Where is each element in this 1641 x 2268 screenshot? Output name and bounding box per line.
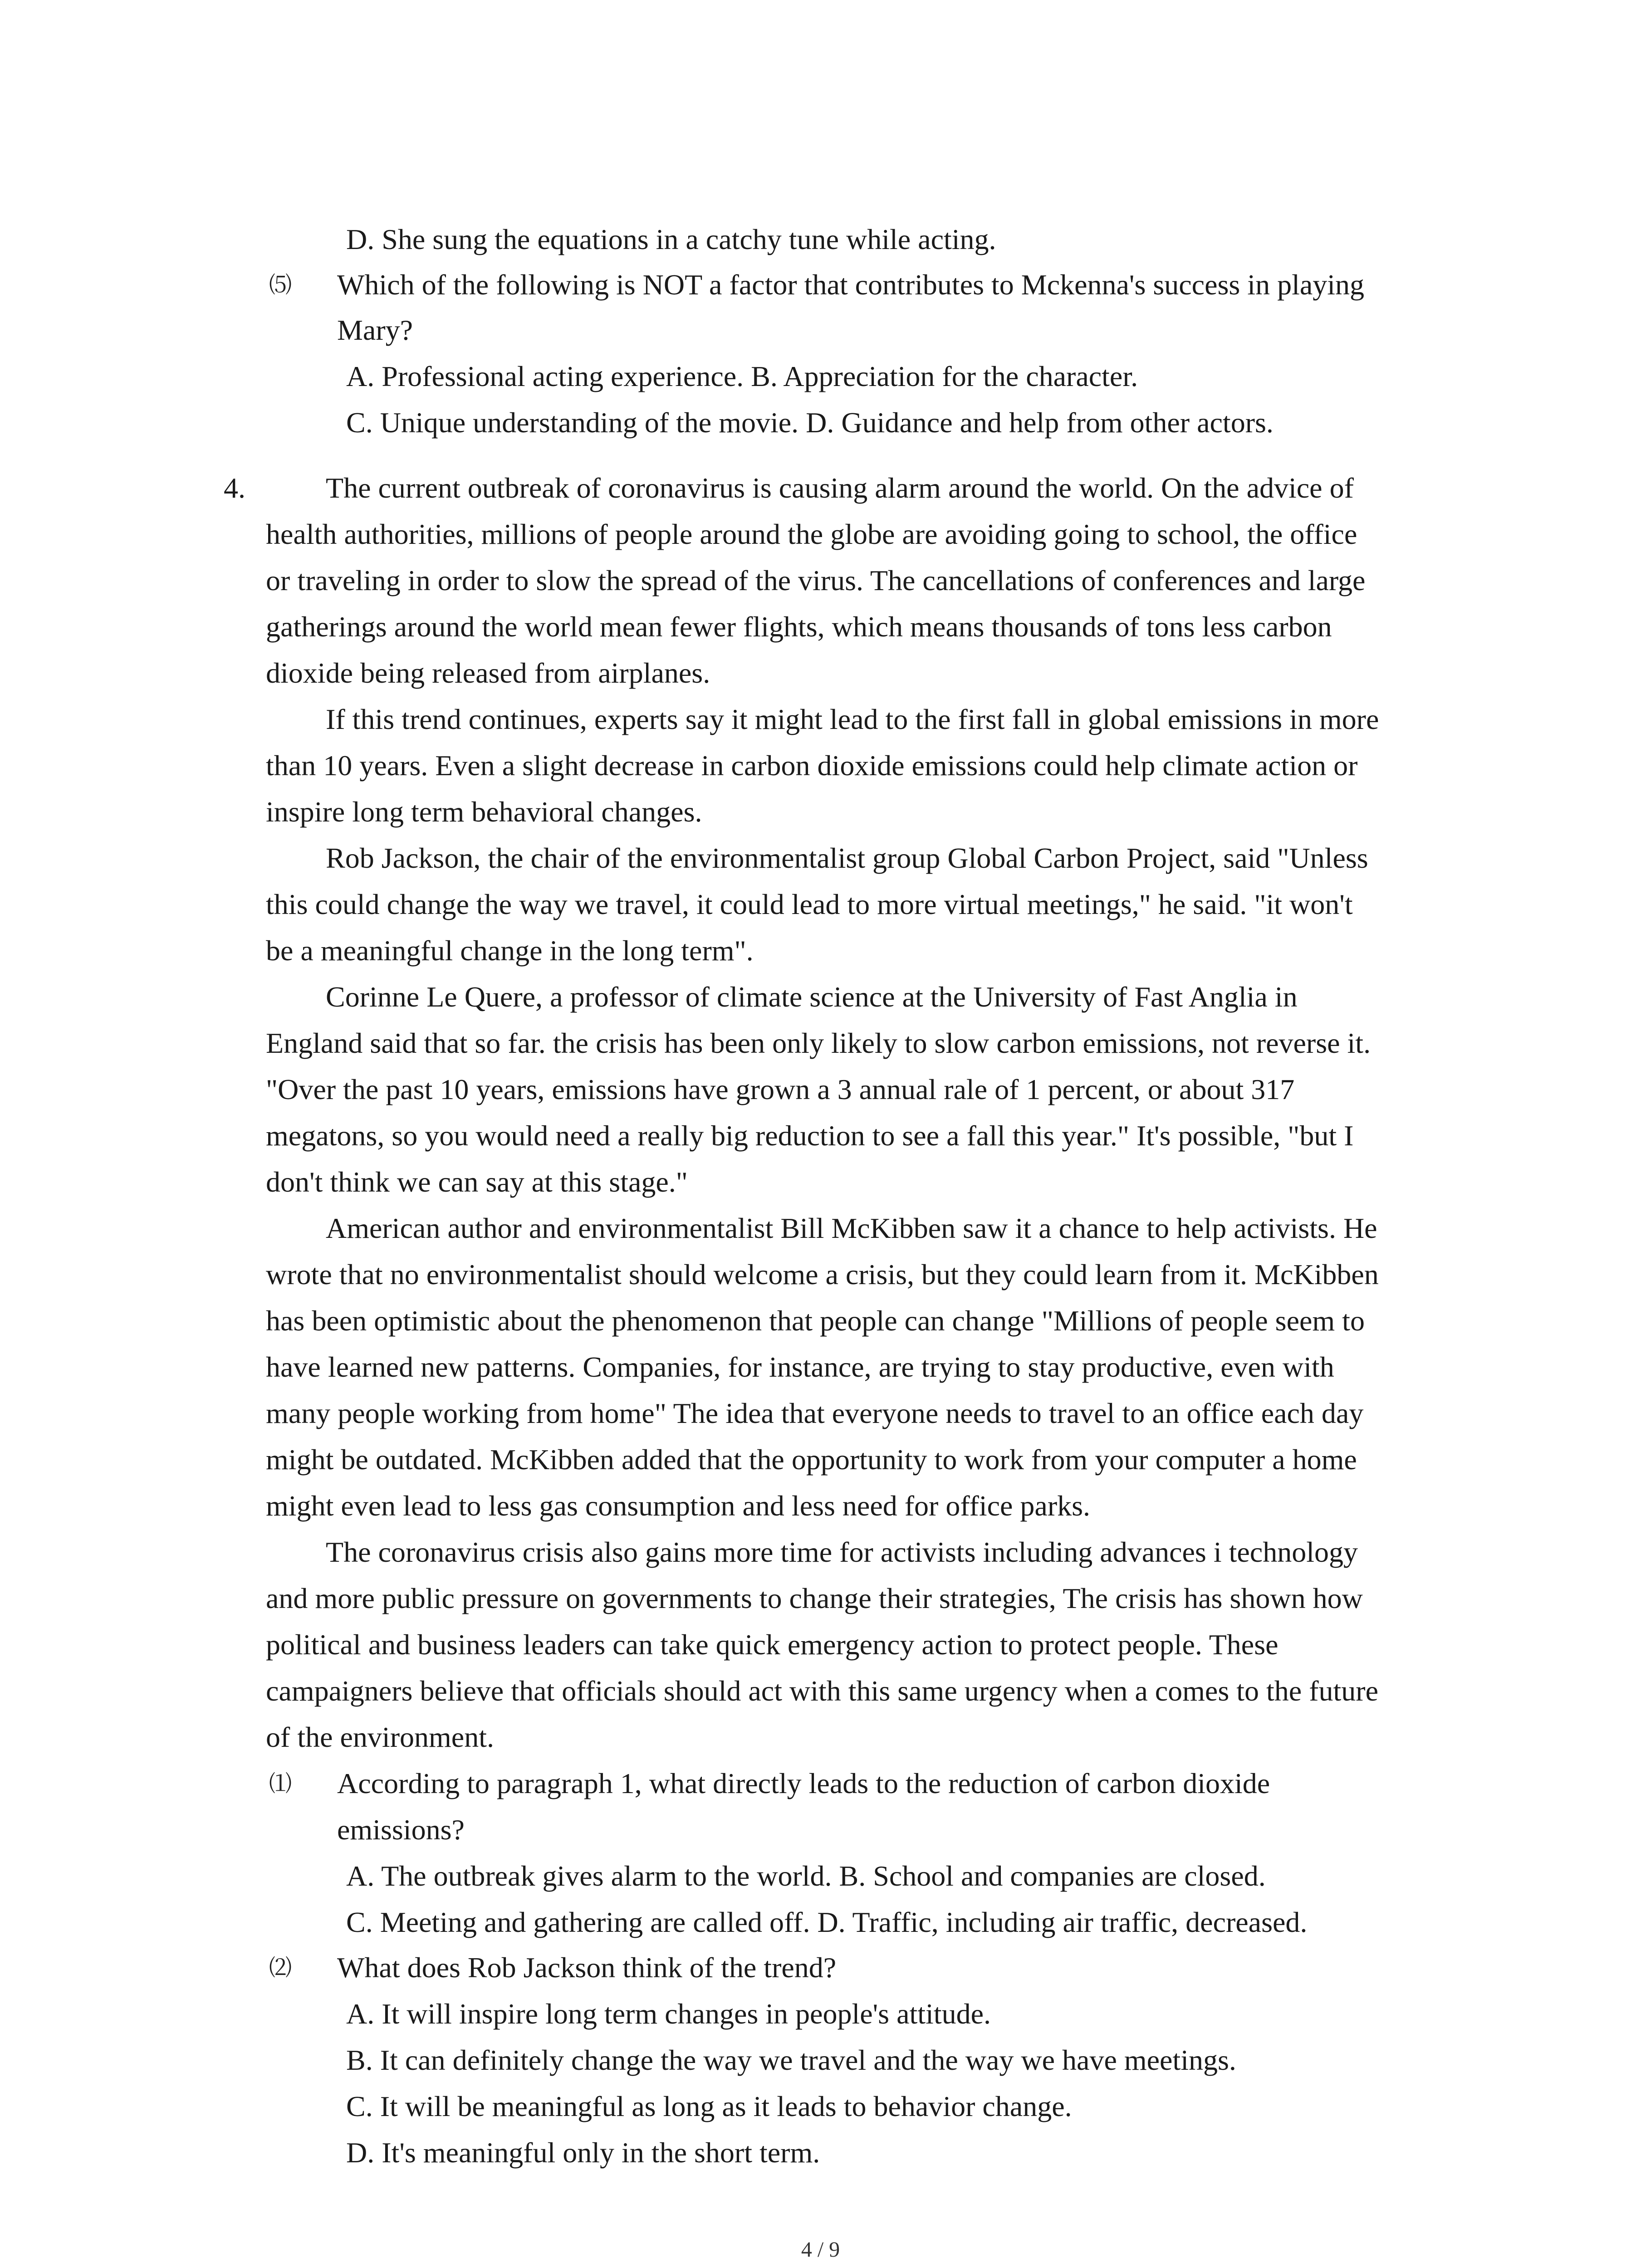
passage-line: "Over the past 10 years, emissions have grown a 3 annual rale of 1 percent, or about 317	[266, 1073, 1295, 1105]
q2-option-a: A. It will inspire long term changes in people's attitude.	[346, 1998, 991, 2030]
passage-number: 4.	[224, 472, 245, 504]
passage-line: of the environment.	[266, 1721, 494, 1753]
passage-line: than 10 years. Even a slight decrease in carbon dioxide emissions could help climate action or	[266, 749, 1358, 782]
prev-q5-number: ⑸	[269, 272, 292, 298]
passage-line: be a meaningful change in the long term".	[266, 934, 754, 967]
passage-line: might be outdated. McKibben added that the opportunity to work from your computer a home	[266, 1443, 1357, 1476]
prev-q5-options-ab: A. Professional acting experience. B. Appreciation for the character.	[346, 360, 1138, 392]
prev-q4-option-d: D. She sung the equations in a catchy tune while acting.	[346, 223, 996, 255]
passage-line: inspire long term behavioral changes.	[266, 796, 702, 828]
passage-line: megatons, so you would need a really big reduction to see a fall this year." It's possible, "but I	[266, 1119, 1354, 1152]
passage-line: If this trend continues, experts say it might lead to the first fall in global emissions in more	[326, 703, 1379, 735]
passage-line: gatherings around the world mean fewer flights, which means thousands of tons less carbon	[266, 611, 1332, 643]
prev-q5-options-cd: C. Unique understanding of the movie. D. Guidance and help from other actors.	[346, 406, 1274, 439]
passage-line: wrote that no environmentalist should welcome a crisis, but they could learn from it. McKibben	[266, 1258, 1379, 1290]
passage-line: have learned new patterns. Companies, for instance, are trying to stay productive, even with	[266, 1351, 1334, 1383]
q1-stem-line-1: According to paragraph 1, what directly leads to the reduction of carbon dioxide	[337, 1767, 1270, 1799]
passage-line: don't think we can say at this stage."	[266, 1166, 688, 1198]
passage-line: Corinne Le Quere, a professor of climate science at the University of Fast Anglia in	[326, 981, 1298, 1013]
q1-options-ab: A. The outbreak gives alarm to the world. B. School and companies are closed.	[346, 1860, 1266, 1892]
q2-option-d: D. It's meaningful only in the short term.	[346, 2136, 820, 2169]
passage-line: dioxide being released from airplanes.	[266, 657, 710, 689]
passage-line: The coronavirus crisis also gains more time for activists including advances i technology	[326, 1536, 1358, 1568]
passage-line: and more public pressure on governments to change their strategies, The crisis has shown how	[266, 1582, 1363, 1614]
q1-options-cd: C. Meeting and gathering are called off. D. Traffic, including air traffic, decreased.	[346, 1906, 1308, 1938]
passage-line: has been optimistic about the phenomenon that people can change "Millions of people seem to	[266, 1305, 1365, 1337]
q1-stem-line-2: emissions?	[337, 1813, 465, 1846]
q2-number: ⑵	[269, 1955, 292, 1981]
passage-line: Rob Jackson, the chair of the environmentalist group Global Carbon Project, said "Unless	[326, 842, 1368, 874]
prev-q5-stem-line-2: Mary?	[337, 314, 413, 346]
passage-line: England said that so far. the crisis has been only likely to slow carbon emissions, not reverse it.	[266, 1027, 1371, 1059]
passage-line: many people working from home" The idea that everyone needs to travel to an office each day	[266, 1397, 1364, 1429]
q2-option-c: C. It will be meaningful as long as it leads to behavior change.	[346, 2090, 1072, 2122]
passage-line: or traveling in order to slow the spread of the virus. The cancellations of conferences and large	[266, 564, 1366, 596]
q2-stem: What does Rob Jackson think of the trend?	[337, 1951, 837, 1984]
passage-line: health authorities, millions of people around the globe are avoiding going to school, the office	[266, 518, 1357, 550]
passage-line: this could change the way we travel, it could lead to more virtual meetings," he said. "it won't	[266, 888, 1353, 920]
passage-line: American author and environmentalist Bill McKibben saw it a chance to help activists. He	[326, 1212, 1377, 1244]
passage-line: campaigners believe that officials should act with this same urgency when a comes to the future	[266, 1675, 1378, 1707]
page-number: 4 / 9	[801, 2238, 840, 2262]
q2-option-b: B. It can definitely change the way we travel and the way we have meetings.	[346, 2044, 1236, 2076]
passage-line: political and business leaders can take quick emergency action to protect people. These	[266, 1628, 1279, 1661]
prev-q5-stem-line-1: Which of the following is NOT a factor that contributes to Mckenna's success in playing	[337, 269, 1365, 301]
q1-number: ⑴	[269, 1770, 292, 1797]
passage-line: might even lead to less gas consumption and less need for office parks.	[266, 1490, 1091, 1522]
passage-line: The current outbreak of coronavirus is causing alarm around the world. On the advice of	[326, 472, 1354, 504]
